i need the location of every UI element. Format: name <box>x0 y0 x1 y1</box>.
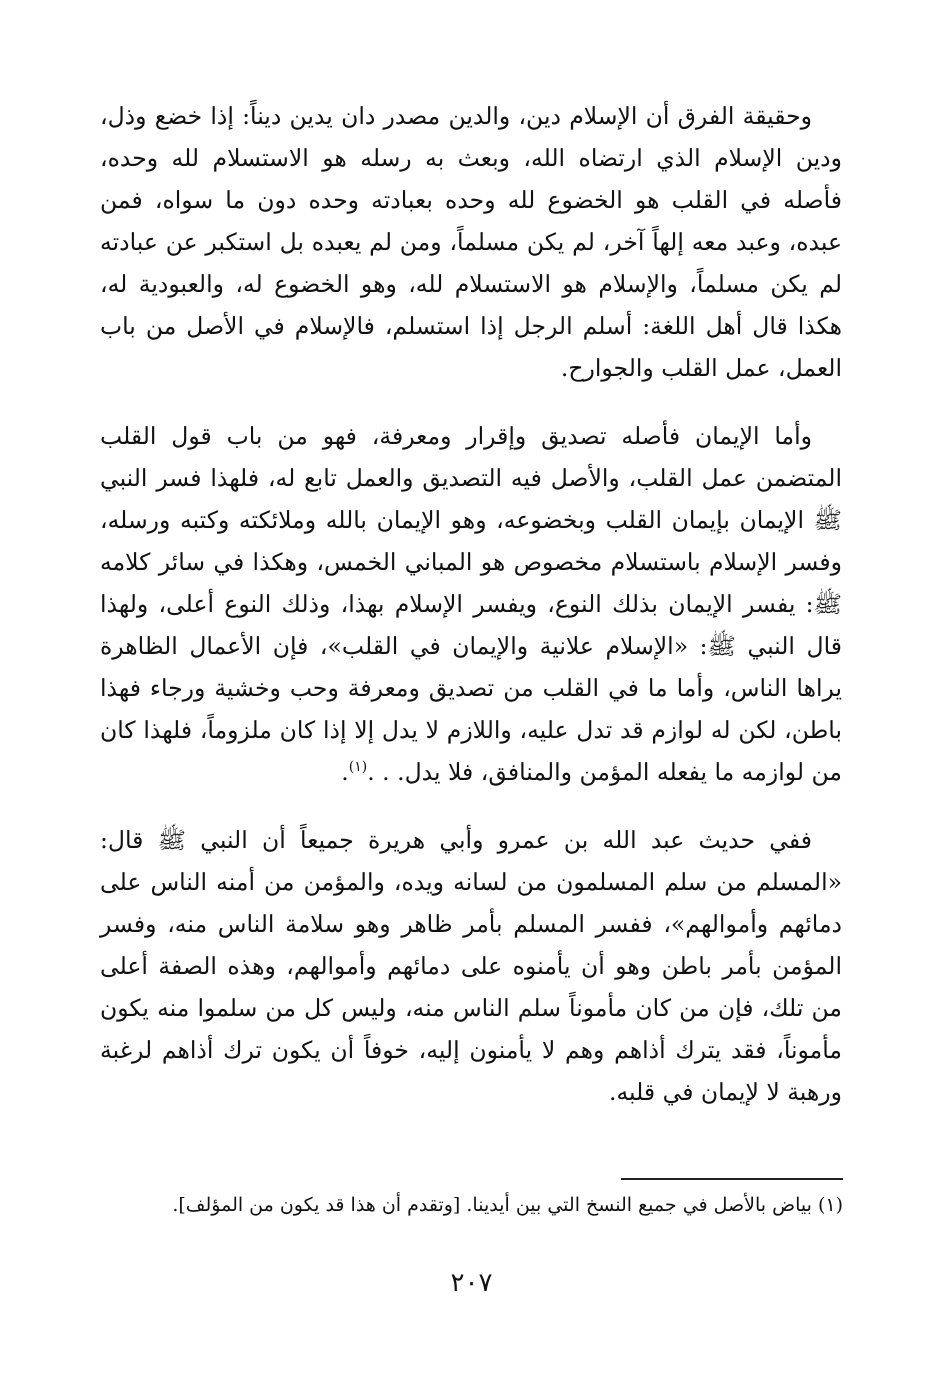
paragraph-iman-definition <box>100 415 842 793</box>
footnote-divider <box>621 1178 843 1180</box>
paragraph-islam-definition: وحقيقة الفرق أن الإسلام دين، والدين مصدر دان يدين ديناً: إذا خضع وذل، ودين الإسلام الذي ارتضاه الله، وبعث به رسله هو الاستسلام لله وحده، فأصله في القلب هو الخضوع لله وحده بعبادته وحده دون ما سواه، فمن عبده، وعبد معه إلهاً آخر، لم يكن مسلماً، ومن لم يعبده بل استكبر عن عبادته لم يكن مسلماً، والإسلام هو الاستسلام لله، وهو الخضوع له، والعبودية له، هكذا قال أهل اللغة: أسلم الرجل إذا استسلم، فالإسلام في الأصل من باب العمل، عمل القلب والجوارح. <box>100 102 842 382</box>
sentence-end-dot: . <box>341 758 349 786</box>
page-number: ٢٠٧ <box>450 1268 493 1298</box>
footnote-reference: (١) <box>348 759 368 776</box>
footnote: (١) بياض بالأصل في جميع النسخ التي بين أيدينا. [وتقدم أن هذا قد يكون من المؤلف]. <box>172 1194 843 1216</box>
main-text <box>100 95 842 1139</box>
paragraph-iman-text: وأما الإيمان فأصله تصديق وإقرار ومعرفة، فهو من باب قول القلب المتضمن عمل القلب، والأصل فيه التصديق والعمل تابع له، فلهذا فسر النبي ﷺ الإيمان بإيمان القلب وبخضوعه، وهو الإيمان بالله وملائكته وكتبه ورسله، وفسر الإسلام باستسلام مخصوص هو المباني الخمس، وهكذا في سائر كلامه ﷺ: يفسر الإيمان بذلك النوع، ويفسر الإسلام بهذا، وذلك النوع أعلى، ولهذا قال النبي ﷺ: «الإسلام علانية والإيمان في القلب»، فإن الأعمال الظاهرة يراها الناس، وأما ما في القلب من تصديق ومعرفة وحب وخشية ورجاء فهذا باطن، لكن له لوازم قد تدل عليه، واللازم لا يدل إلا إذا كان ملزوماً، فلهذا كان من لوازمه ما يفعله المؤمن والمنافق، فلا يدل. . . <box>100 422 842 786</box>
paragraph-hadith: ففي حديث عبد الله بن عمرو وأبي هريرة جميعاً أن النبي ﷺ قال: «المسلم من سلم المسلمون من لسانه ويده، والمؤمن من أمنه الناس على دمائهم وأموالهم»، ففسر المسلم بأمر ظاهر وهو سلامة الناس منه، وفسر المؤمن بأمر باطن وهو أن يأمنوه على دمائهم وأموالهم، وهذه الصفة أعلى من تلك، فإن من كان مأموناً سلم الناس منه، وليس كل من سلموا منه يكون مأموناً، فقد يترك أذاهم وهم لا يأمنون إليه، خوفاً أن يكون ترك أذاهم لرغبة ورهبة لا لإيمان في قلبه. <box>100 826 842 1106</box>
